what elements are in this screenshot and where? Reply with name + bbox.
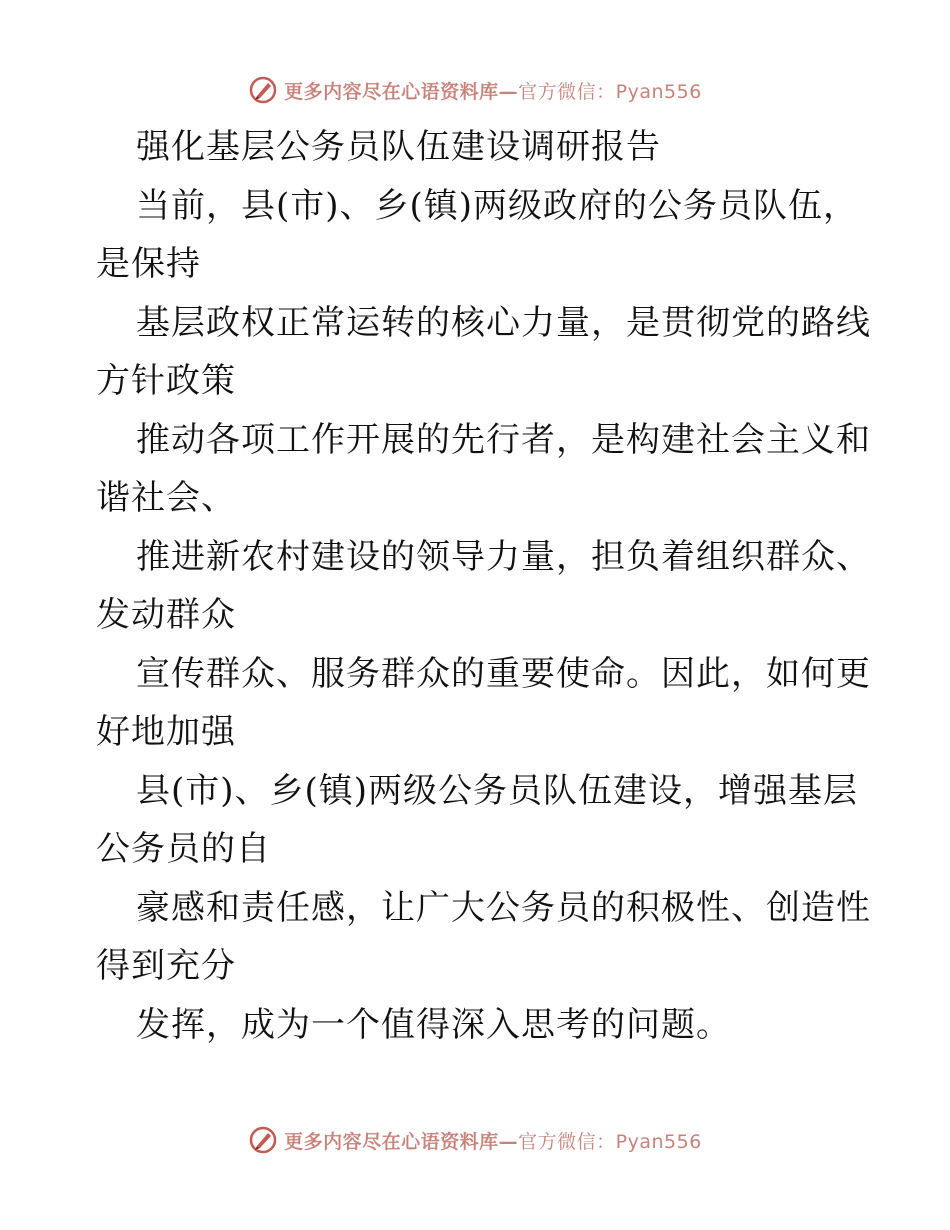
watermark-text: 更多内容尽在心语资料库—官方微信：Pyan556 xyxy=(284,80,702,103)
body-text-line: 好地加强 xyxy=(96,712,236,752)
body-text-line: 当前，县(市)、乡(镇)两级政府的公务员队伍， xyxy=(136,185,859,226)
body-text-line: 县(市)、乡(镇)两级公务员队伍建设，增强基层 xyxy=(136,770,859,811)
document-title: 强化基层公务员队伍建设调研报告 xyxy=(136,127,661,167)
body-text-line: 公务员的自 xyxy=(96,829,271,869)
pen-seal-icon xyxy=(248,75,278,105)
pen-seal-icon xyxy=(248,1125,278,1155)
body-text-line: 推动各项工作开展的先行者，是构建社会主义和 xyxy=(136,419,871,460)
body-text-line: 豪感和责任感，让广大公务员的积极性、创造性 xyxy=(136,887,871,928)
body-text-line: 发挥，成为一个值得深入思考的问题。 xyxy=(136,1004,731,1045)
body-text-line: 方针政策 xyxy=(96,361,236,401)
body-text-line: 宣传群众、服务群众的重要使命。因此，如何更 xyxy=(136,653,871,694)
body-text-line: 得到充分 xyxy=(96,946,236,986)
body-text-line: 基层政权正常运转的核心力量，是贯彻党的路线 xyxy=(136,302,871,343)
footer-watermark-banner xyxy=(0,1122,950,1158)
body-text-line: 推进新农村建设的领导力量，担负着组织群众、 xyxy=(136,536,871,577)
body-text-line: 是保持 xyxy=(96,244,201,284)
body-text-line: 谐社会、 xyxy=(96,478,236,518)
watermark-text: 更多内容尽在心语资料库—官方微信：Pyan556 xyxy=(284,1130,702,1153)
header-watermark-banner xyxy=(0,72,950,108)
body-text-line: 发动群众 xyxy=(96,595,236,635)
document-body xyxy=(96,118,871,1054)
